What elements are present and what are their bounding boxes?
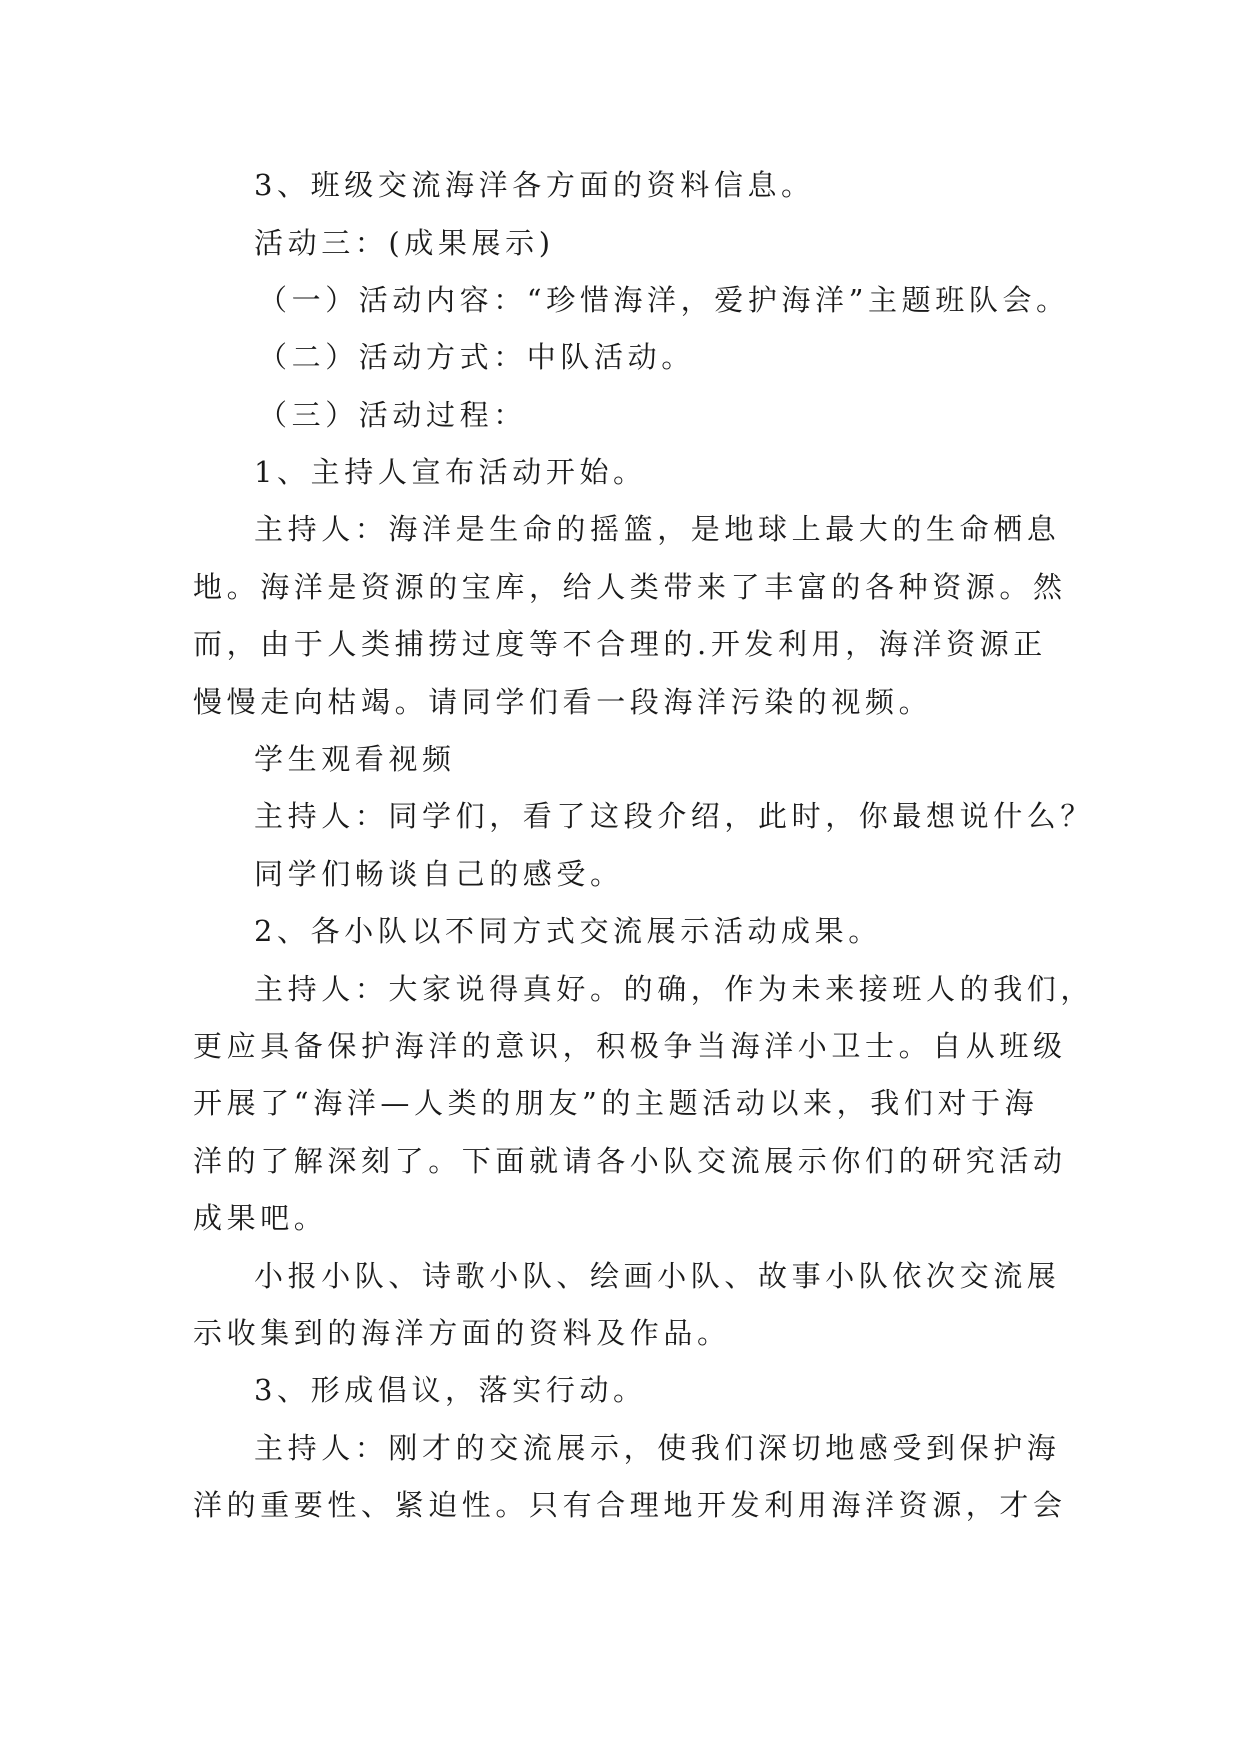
text-line: （一）活动内容：“珍惜海洋，爱护海洋”主题班队会。: [258, 283, 1070, 317]
text-line: 开展了“海洋—人类的朋友”的主题活动以来，我们对于海: [193, 1086, 1039, 1120]
text-line: 学生观看视频: [254, 742, 456, 776]
text-line: 主持人：海洋是生命的摇篮，是地球上最大的生命栖息: [254, 512, 1061, 546]
text-line: 1、主持人宣布活动开始。: [254, 455, 647, 489]
text-line: （三）活动过程：: [258, 398, 527, 432]
text-line: 洋的重要性、紧迫性。只有合理地开发利用海洋资源，才会: [193, 1488, 1067, 1522]
text-line: （二）活动方式：中队活动。: [258, 340, 695, 374]
text-line: 而，由于人类捕捞过度等不合理的.开发利用，海洋资源正: [193, 627, 1047, 661]
text-line: 主持人：刚才的交流展示，使我们深切地感受到保护海: [254, 1431, 1061, 1465]
text-line: 2、各小队以不同方式交流展示活动成果。: [254, 914, 882, 948]
text-line: 同学们畅谈自己的感受。: [254, 857, 624, 891]
text-line: 3、班级交流海洋各方面的资料信息。: [254, 168, 815, 202]
text-line: 更应具备保护海洋的意识，积极争当海洋小卫士。自从班级: [193, 1029, 1067, 1063]
text-line: 主持人：大家说得真好。的确，作为未来接班人的我们，: [254, 972, 1095, 1006]
text-line: 洋的了解深刻了。下面就请各小队交流展示你们的研究活动: [193, 1144, 1067, 1178]
text-line: 慢慢走向枯竭。请同学们看一段海洋污染的视频。: [193, 685, 933, 719]
text-line: 3、形成倡议，落实行动。: [254, 1373, 647, 1407]
text-line: 成果吧。: [193, 1201, 328, 1235]
text-line: 地。海洋是资源的宝库，给人类带来了丰富的各种资源。然: [193, 570, 1067, 604]
text-line: 小报小队、诗歌小队、绘画小队、故事小队依次交流展: [254, 1259, 1061, 1293]
text-line: 示收集到的海洋方面的资料及作品。: [193, 1316, 731, 1350]
text-line: 活动三：(成果展示): [254, 226, 555, 260]
text-line: 主持人：同学们，看了这段介绍，此时，你最想说什么？: [254, 799, 1095, 833]
